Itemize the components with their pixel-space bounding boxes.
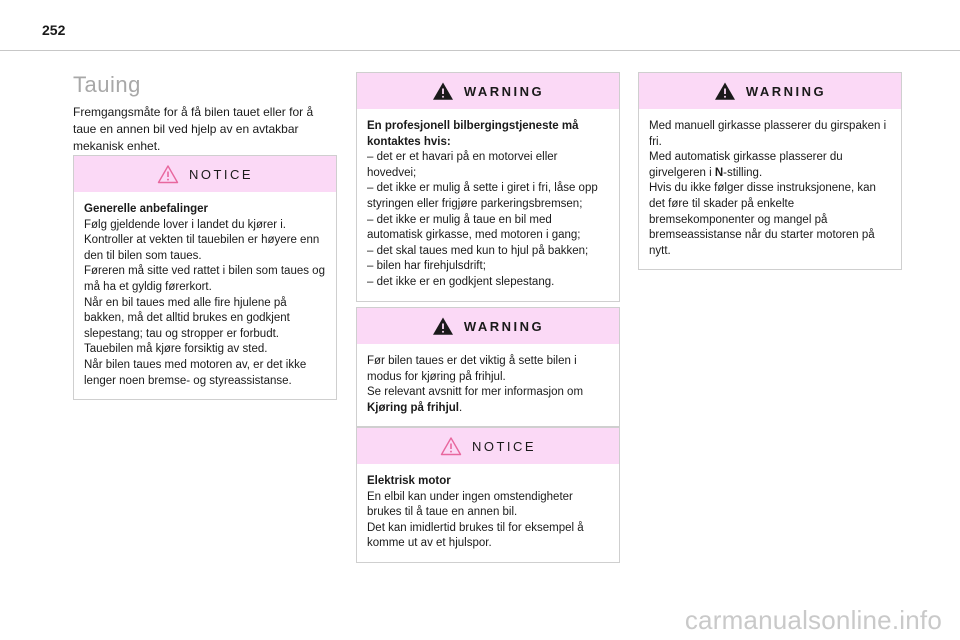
notice-line: Når bilen taues med motoren av, er det ikke lenger noen bremse- og styreassistanse.	[84, 358, 307, 387]
warning-line: – det er et havari på en motorvei eller hovedvei;	[367, 151, 558, 179]
notice-header	[74, 156, 336, 192]
warning-triangle-icon	[432, 81, 454, 101]
neutral-position: N	[714, 166, 724, 179]
notice-triangle-icon	[440, 436, 462, 456]
notice-triangle-icon	[157, 164, 179, 184]
section-intro: Fremgangsmåte for å få bilen tauet eller for å taue en annen bil ved hjelp av en avtakbar mekanisk enhet.	[73, 105, 314, 153]
notice-line: En elbil kan under ingen omstendigheter brukes til å taue en annen bil.	[367, 490, 573, 519]
notice-heading: Generelle anbefalinger	[84, 203, 208, 215]
warning-box-gearbox	[638, 72, 902, 270]
warning-box-professional	[356, 72, 620, 302]
warning-body	[639, 109, 901, 269]
warning-line: – bilen har firehjulsdrift;	[367, 260, 486, 273]
warning-line: Før bilen taues er det viktig å sette bilen i modus for kjøring på frihjul.	[367, 355, 577, 383]
warning-box-freewheel	[356, 307, 620, 427]
warning-label: WARNING	[463, 318, 545, 334]
footer-watermark: carmanualsonline.info	[684, 605, 942, 635]
warning-line: – det ikke er en godkjent slepestang.	[367, 275, 555, 288]
page-number: 252	[42, 22, 66, 38]
notice-line: Kontroller at vekten til tauebilen er høyere enn den til bilen som taues.	[84, 234, 320, 262]
section-title: Tauing	[73, 72, 141, 97]
warning-line: – det ikke er mulig å sette i giret i fri, låse opp styringen eller frigjøre parkeringsbremsen;	[367, 182, 598, 210]
warning-label: WARNING	[463, 83, 545, 99]
warning-triangle-icon	[432, 316, 454, 336]
warning-body	[357, 109, 619, 301]
notice-label: NOTICE	[188, 166, 254, 182]
warning-line: – det ikke er mulig å taue en bil med automatisk girkasse, med motoren i gang;	[367, 213, 581, 242]
warning-label: WARNING	[745, 83, 827, 99]
notice-box-general	[73, 155, 337, 400]
warning-line: – det skal taues med kun to hjul på bakken;	[367, 244, 589, 257]
notice-heading: Elektrisk motor	[367, 475, 451, 487]
warning-header	[639, 73, 901, 109]
notice-label: NOTICE	[471, 438, 537, 454]
warning-line: Se relevant avsnitt for mer informasjon om Kjøring på frihjul.	[367, 386, 584, 414]
notice-line: Tauebilen må kjøre forsiktig av sted.	[84, 343, 268, 356]
warning-header	[357, 73, 619, 109]
warning-line: Hvis du ikke følger disse instruksjonene, kan det føre til skader på enkelte bremsekomponenter og mangel på bremseassistanse når du starter motoren på nytt.	[649, 182, 876, 257]
notice-line: Når en bil taues med alle fire hjulene på bakken, må det alltid brukes en godkjent slepestang; tau og stropper er forbudt.	[84, 296, 290, 340]
warning-body	[357, 344, 619, 426]
warning-header	[357, 308, 619, 344]
warning-triangle-icon	[714, 81, 736, 101]
header-rule	[0, 50, 960, 51]
warning-heading: En profesjonell bilbergingstjeneste må kontaktes hvis:	[367, 120, 579, 148]
notice-line: Det kan imidlertid brukes til for eksempel å komme ut av et hjulspor.	[367, 521, 584, 550]
notice-body	[357, 464, 619, 562]
notice-body	[74, 192, 336, 399]
warning-line: Med automatisk girkasse plasserer du girvelgeren i N-stilling.	[649, 151, 843, 179]
freewheel-reference: Kjøring på frihjul	[367, 401, 459, 414]
notice-line: Følg gjeldende lover i landet du kjører i.	[84, 218, 286, 231]
warning-line: Med manuell girkasse plasserer du girspaken i fri.	[649, 120, 887, 148]
notice-box-electric	[356, 427, 620, 563]
notice-header	[357, 428, 619, 464]
notice-line: Føreren må sitte ved rattet i bilen som taues og må ha et gyldig førerkort.	[84, 265, 325, 293]
